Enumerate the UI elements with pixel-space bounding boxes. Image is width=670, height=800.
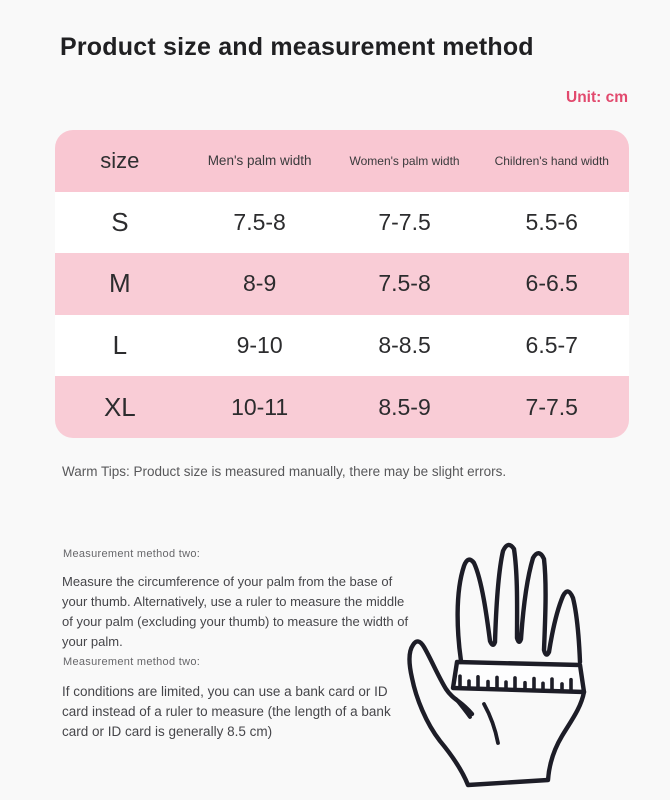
cell-women: 7-7.5 xyxy=(378,208,431,235)
fingers-outline xyxy=(458,545,580,662)
cell-men: 10-11 xyxy=(231,393,289,420)
cell-women: 8.5-9 xyxy=(378,393,431,420)
size-table xyxy=(55,130,629,438)
table-row xyxy=(55,253,629,315)
cell-children: 6-6.5 xyxy=(525,270,578,297)
table-row xyxy=(55,315,629,377)
method-one-body: Measure the circumference of your palm from the base of your thumb. Alternatively, use a ruler to measure the middle of your palm (excluding your thumb) to measure the width of your palm. xyxy=(62,574,409,649)
table-header-row xyxy=(55,130,629,192)
table-row xyxy=(55,376,629,438)
column-header-men: Men's palm width xyxy=(207,153,312,169)
palm-crease xyxy=(484,704,498,743)
cell-men: 7.5-8 xyxy=(233,208,286,235)
cell-size: S xyxy=(111,206,129,237)
column-header-size: size xyxy=(100,147,140,173)
table-row xyxy=(55,192,629,254)
cell-children: 6.5-7 xyxy=(525,332,578,359)
cell-women: 7.5-8 xyxy=(378,270,431,297)
ruler xyxy=(453,662,584,692)
method-one-heading: Measurement method two: xyxy=(63,548,201,560)
method-two-body: If conditions are limited, you can use a bank card or ID card instead of a ruler to measure (the length of a bank card or ID card is generally 8.5 cm) xyxy=(62,684,391,739)
cell-men: 8-9 xyxy=(243,270,277,297)
method-two-heading: Measurement method two: xyxy=(63,656,201,668)
cell-size: M xyxy=(109,268,131,299)
cell-women: 8-8.5 xyxy=(378,332,431,359)
warm-tips-text: Warm Tips: Product size is measured manually, there may be slight errors. xyxy=(62,464,507,479)
cell-size: L xyxy=(112,330,128,361)
hand-ruler-illustration xyxy=(400,538,590,788)
cell-children: 7-7.5 xyxy=(525,393,578,420)
page-title: Product size and measurement method xyxy=(60,32,534,61)
cell-size: XL xyxy=(103,391,136,422)
cell-men: 9-10 xyxy=(236,332,283,359)
unit-label: Unit: cm xyxy=(566,89,628,106)
column-header-women: Women's palm width xyxy=(349,153,460,168)
cell-children: 5.5-6 xyxy=(525,208,578,235)
column-header-children: Children's hand width xyxy=(494,153,609,168)
